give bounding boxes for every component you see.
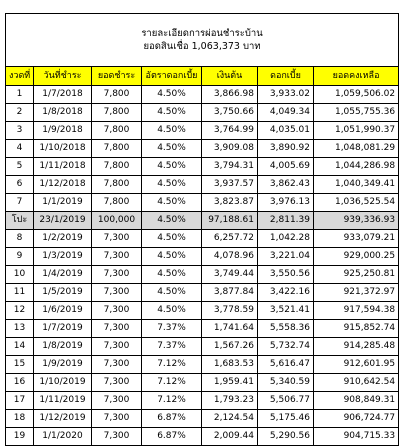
- cell-date: 1/11/2018: [34, 158, 92, 176]
- cell-payment: 7,300: [92, 374, 142, 392]
- cell-installment: 11: [6, 284, 34, 302]
- cell-installment: 19: [6, 428, 34, 446]
- cell-installment: 13: [6, 320, 34, 338]
- table-row: [6, 176, 399, 194]
- cell-balance: 1,055,755.36: [314, 104, 399, 122]
- cell-interest: 3,976.13: [258, 194, 314, 212]
- cell-installment: 1: [6, 86, 34, 104]
- cell-balance: 1,040,349.41: [314, 176, 399, 194]
- cell-payment: 7,300: [92, 248, 142, 266]
- cell-interest: 3,933.02: [258, 86, 314, 104]
- cell-payment: 7,800: [92, 158, 142, 176]
- cell-interest: 3,550.56: [258, 266, 314, 284]
- cell-installment: 4: [6, 140, 34, 158]
- cell-principal: 2,124.54: [202, 410, 258, 428]
- cell-installment: 10: [6, 266, 34, 284]
- cell-rate: 4.50%: [142, 194, 202, 212]
- cell-interest: 5,616.47: [258, 356, 314, 374]
- cell-interest: 3,221.04: [258, 248, 314, 266]
- cell-date: 1/6/2019: [34, 302, 92, 320]
- col-header-installment: งวดที่: [6, 67, 34, 86]
- cell-interest: 4,035.01: [258, 122, 314, 140]
- table-row: [6, 194, 399, 212]
- cell-balance: 906,724.77: [314, 410, 399, 428]
- cell-rate: 7.12%: [142, 374, 202, 392]
- cell-payment: 7,800: [92, 104, 142, 122]
- cell-rate: 4.50%: [142, 158, 202, 176]
- cell-balance: 904,715.33: [314, 428, 399, 446]
- cell-date: 1/1/2020: [34, 428, 92, 446]
- column-header-row: [6, 67, 399, 86]
- cell-principal: 1,567.26: [202, 338, 258, 356]
- cell-principal: 3,750.66: [202, 104, 258, 122]
- cell-installment: 18: [6, 410, 34, 428]
- table-row: [6, 86, 399, 104]
- cell-rate: 4.50%: [142, 122, 202, 140]
- cell-rate: 6.87%: [142, 410, 202, 428]
- cell-principal: 3,749.44: [202, 266, 258, 284]
- cell-rate: 7.12%: [142, 356, 202, 374]
- table-row: [6, 248, 399, 266]
- table-row: [6, 104, 399, 122]
- cell-balance: 921,372.97: [314, 284, 399, 302]
- cell-interest: 5,340.59: [258, 374, 314, 392]
- cell-date: 1/8/2019: [34, 338, 92, 356]
- cell-balance: 910,642.54: [314, 374, 399, 392]
- cell-date: 1/10/2018: [34, 140, 92, 158]
- cell-rate: 4.50%: [142, 266, 202, 284]
- cell-principal: 97,188.61: [202, 212, 258, 230]
- cell-balance: 939,336.93: [314, 212, 399, 230]
- cell-balance: 1,036,525.54: [314, 194, 399, 212]
- cell-balance: 912,601.95: [314, 356, 399, 374]
- cell-rate: 7.37%: [142, 320, 202, 338]
- cell-payment: 7,800: [92, 140, 142, 158]
- title-row: [6, 14, 399, 67]
- table-row: [6, 122, 399, 140]
- cell-balance: 908,849.31: [314, 392, 399, 410]
- cell-principal: 3,823.87: [202, 194, 258, 212]
- cell-interest: 3,521.41: [258, 302, 314, 320]
- cell-balance: 914,285.48: [314, 338, 399, 356]
- cell-installment: 14: [6, 338, 34, 356]
- title-line-1: รายละเอียดการผ่อนชำระบ้าน: [141, 28, 263, 39]
- table-row: [6, 374, 399, 392]
- cell-payment: 7,300: [92, 230, 142, 248]
- cell-balance: 933,079.21: [314, 230, 399, 248]
- cell-principal: 1,683.53: [202, 356, 258, 374]
- cell-rate: 4.50%: [142, 212, 202, 230]
- cell-installment: 7: [6, 194, 34, 212]
- cell-principal: 3,937.57: [202, 176, 258, 194]
- cell-date: 1/2/2019: [34, 230, 92, 248]
- cell-installment: 8: [6, 230, 34, 248]
- cell-date: 1/7/2019: [34, 320, 92, 338]
- cell-installment: 2: [6, 104, 34, 122]
- cell-installment: 3: [6, 122, 34, 140]
- cell-principal: 3,794.31: [202, 158, 258, 176]
- cell-principal: 3,877.84: [202, 284, 258, 302]
- cell-installment: 5: [6, 158, 34, 176]
- col-header-payment: ยอดชำระ: [92, 67, 142, 86]
- cell-balance: 917,594.38: [314, 302, 399, 320]
- cell-date: 1/9/2019: [34, 356, 92, 374]
- cell-date: 1/10/2019: [34, 374, 92, 392]
- table-row: [6, 392, 399, 410]
- cell-principal: 4,078.96: [202, 248, 258, 266]
- cell-installment: 17: [6, 392, 34, 410]
- cell-interest: 5,558.36: [258, 320, 314, 338]
- cell-rate: 4.50%: [142, 86, 202, 104]
- cell-date: 1/7/2018: [34, 86, 92, 104]
- cell-rate: 4.50%: [142, 284, 202, 302]
- cell-payment: 7,300: [92, 356, 142, 374]
- cell-payment: 7,800: [92, 86, 142, 104]
- cell-interest: 3,890.92: [258, 140, 314, 158]
- cell-interest: 4,049.34: [258, 104, 314, 122]
- table-row: [6, 284, 399, 302]
- cell-rate: 4.50%: [142, 248, 202, 266]
- cell-date: 1/8/2018: [34, 104, 92, 122]
- cell-payment: 7,800: [92, 122, 142, 140]
- cell-rate: 4.50%: [142, 230, 202, 248]
- cell-installment: 6: [6, 176, 34, 194]
- table-row: [6, 338, 399, 356]
- cell-date: 1/11/2019: [34, 392, 92, 410]
- col-header-rate: อัตราดอกเบี้ย: [142, 67, 202, 86]
- cell-interest: 3,862.43: [258, 176, 314, 194]
- cell-installment: 12: [6, 302, 34, 320]
- cell-principal: 1,741.64: [202, 320, 258, 338]
- cell-date: 1/4/2019: [34, 266, 92, 284]
- cell-payment: 7,300: [92, 338, 142, 356]
- col-header-date: วันที่ชำระ: [34, 67, 92, 86]
- cell-installment: โปะ: [6, 212, 34, 230]
- cell-principal: 3,778.59: [202, 302, 258, 320]
- title-line-2: ยอดสินเชื่อ 1,063,373 บาท: [143, 41, 261, 52]
- cell-date: 1/3/2019: [34, 248, 92, 266]
- cell-principal: 1,959.41: [202, 374, 258, 392]
- cell-payment: 7,800: [92, 194, 142, 212]
- cell-interest: 3,422.16: [258, 284, 314, 302]
- cell-balance: 915,852.74: [314, 320, 399, 338]
- cell-principal: 3,866.98: [202, 86, 258, 104]
- cell-rate: 7.12%: [142, 392, 202, 410]
- cell-balance: 929,000.25: [314, 248, 399, 266]
- cell-interest: 5,732.74: [258, 338, 314, 356]
- cell-rate: 6.87%: [142, 428, 202, 446]
- cell-principal: 6,257.72: [202, 230, 258, 248]
- cell-rate: 4.50%: [142, 302, 202, 320]
- cell-principal: 3,764.99: [202, 122, 258, 140]
- cell-date: 1/12/2018: [34, 176, 92, 194]
- table-row: [6, 158, 399, 176]
- cell-rate: 4.50%: [142, 176, 202, 194]
- table-row: [6, 140, 399, 158]
- col-header-balance: ยอดคงเหลือ: [314, 67, 399, 86]
- cell-payment: 7,300: [92, 428, 142, 446]
- cell-balance: 925,250.81: [314, 266, 399, 284]
- table-row-extra-payment: [6, 212, 399, 230]
- cell-balance: 1,044,286.98: [314, 158, 399, 176]
- cell-payment: 7,800: [92, 176, 142, 194]
- cell-payment: 7,300: [92, 410, 142, 428]
- table-body: [6, 86, 399, 446]
- cell-payment: 7,300: [92, 392, 142, 410]
- cell-payment: 7,300: [92, 302, 142, 320]
- cell-date: 1/9/2018: [34, 122, 92, 140]
- cell-rate: 7.37%: [142, 338, 202, 356]
- cell-principal: 1,793.23: [202, 392, 258, 410]
- cell-date: 1/5/2019: [34, 284, 92, 302]
- cell-rate: 4.50%: [142, 104, 202, 122]
- cell-principal: 2,009.44: [202, 428, 258, 446]
- loan-schedule-table: [5, 13, 399, 446]
- cell-balance: 1,048,081.29: [314, 140, 399, 158]
- cell-interest: 2,811.39: [258, 212, 314, 230]
- cell-payment: 7,300: [92, 266, 142, 284]
- table-row: [6, 266, 399, 284]
- cell-installment: 9: [6, 248, 34, 266]
- cell-interest: 4,005.69: [258, 158, 314, 176]
- cell-principal: 3,909.08: [202, 140, 258, 158]
- col-header-interest: ดอกเบี้ย: [258, 67, 314, 86]
- cell-balance: 1,059,506.02: [314, 86, 399, 104]
- cell-interest: 1,042.28: [258, 230, 314, 248]
- cell-date: 1/1/2019: [34, 194, 92, 212]
- cell-date: 1/12/2019: [34, 410, 92, 428]
- table-row: [6, 356, 399, 374]
- cell-payment: 7,300: [92, 320, 142, 338]
- cell-interest: 5,175.46: [258, 410, 314, 428]
- cell-installment: 16: [6, 374, 34, 392]
- cell-payment: 100,000: [92, 212, 142, 230]
- sheet-title: [6, 14, 399, 67]
- cell-payment: 7,300: [92, 284, 142, 302]
- table-row: [6, 410, 399, 428]
- cell-interest: 5,290.56: [258, 428, 314, 446]
- table-row: [6, 302, 399, 320]
- cell-interest: 5,506.77: [258, 392, 314, 410]
- cell-installment: 15: [6, 356, 34, 374]
- cell-rate: 4.50%: [142, 140, 202, 158]
- table-row: [6, 320, 399, 338]
- cell-balance: 1,051,990.37: [314, 122, 399, 140]
- table-row: [6, 428, 399, 446]
- col-header-principal: เงินต้น: [202, 67, 258, 86]
- table-row: [6, 230, 399, 248]
- cell-date: 23/1/2019: [34, 212, 92, 230]
